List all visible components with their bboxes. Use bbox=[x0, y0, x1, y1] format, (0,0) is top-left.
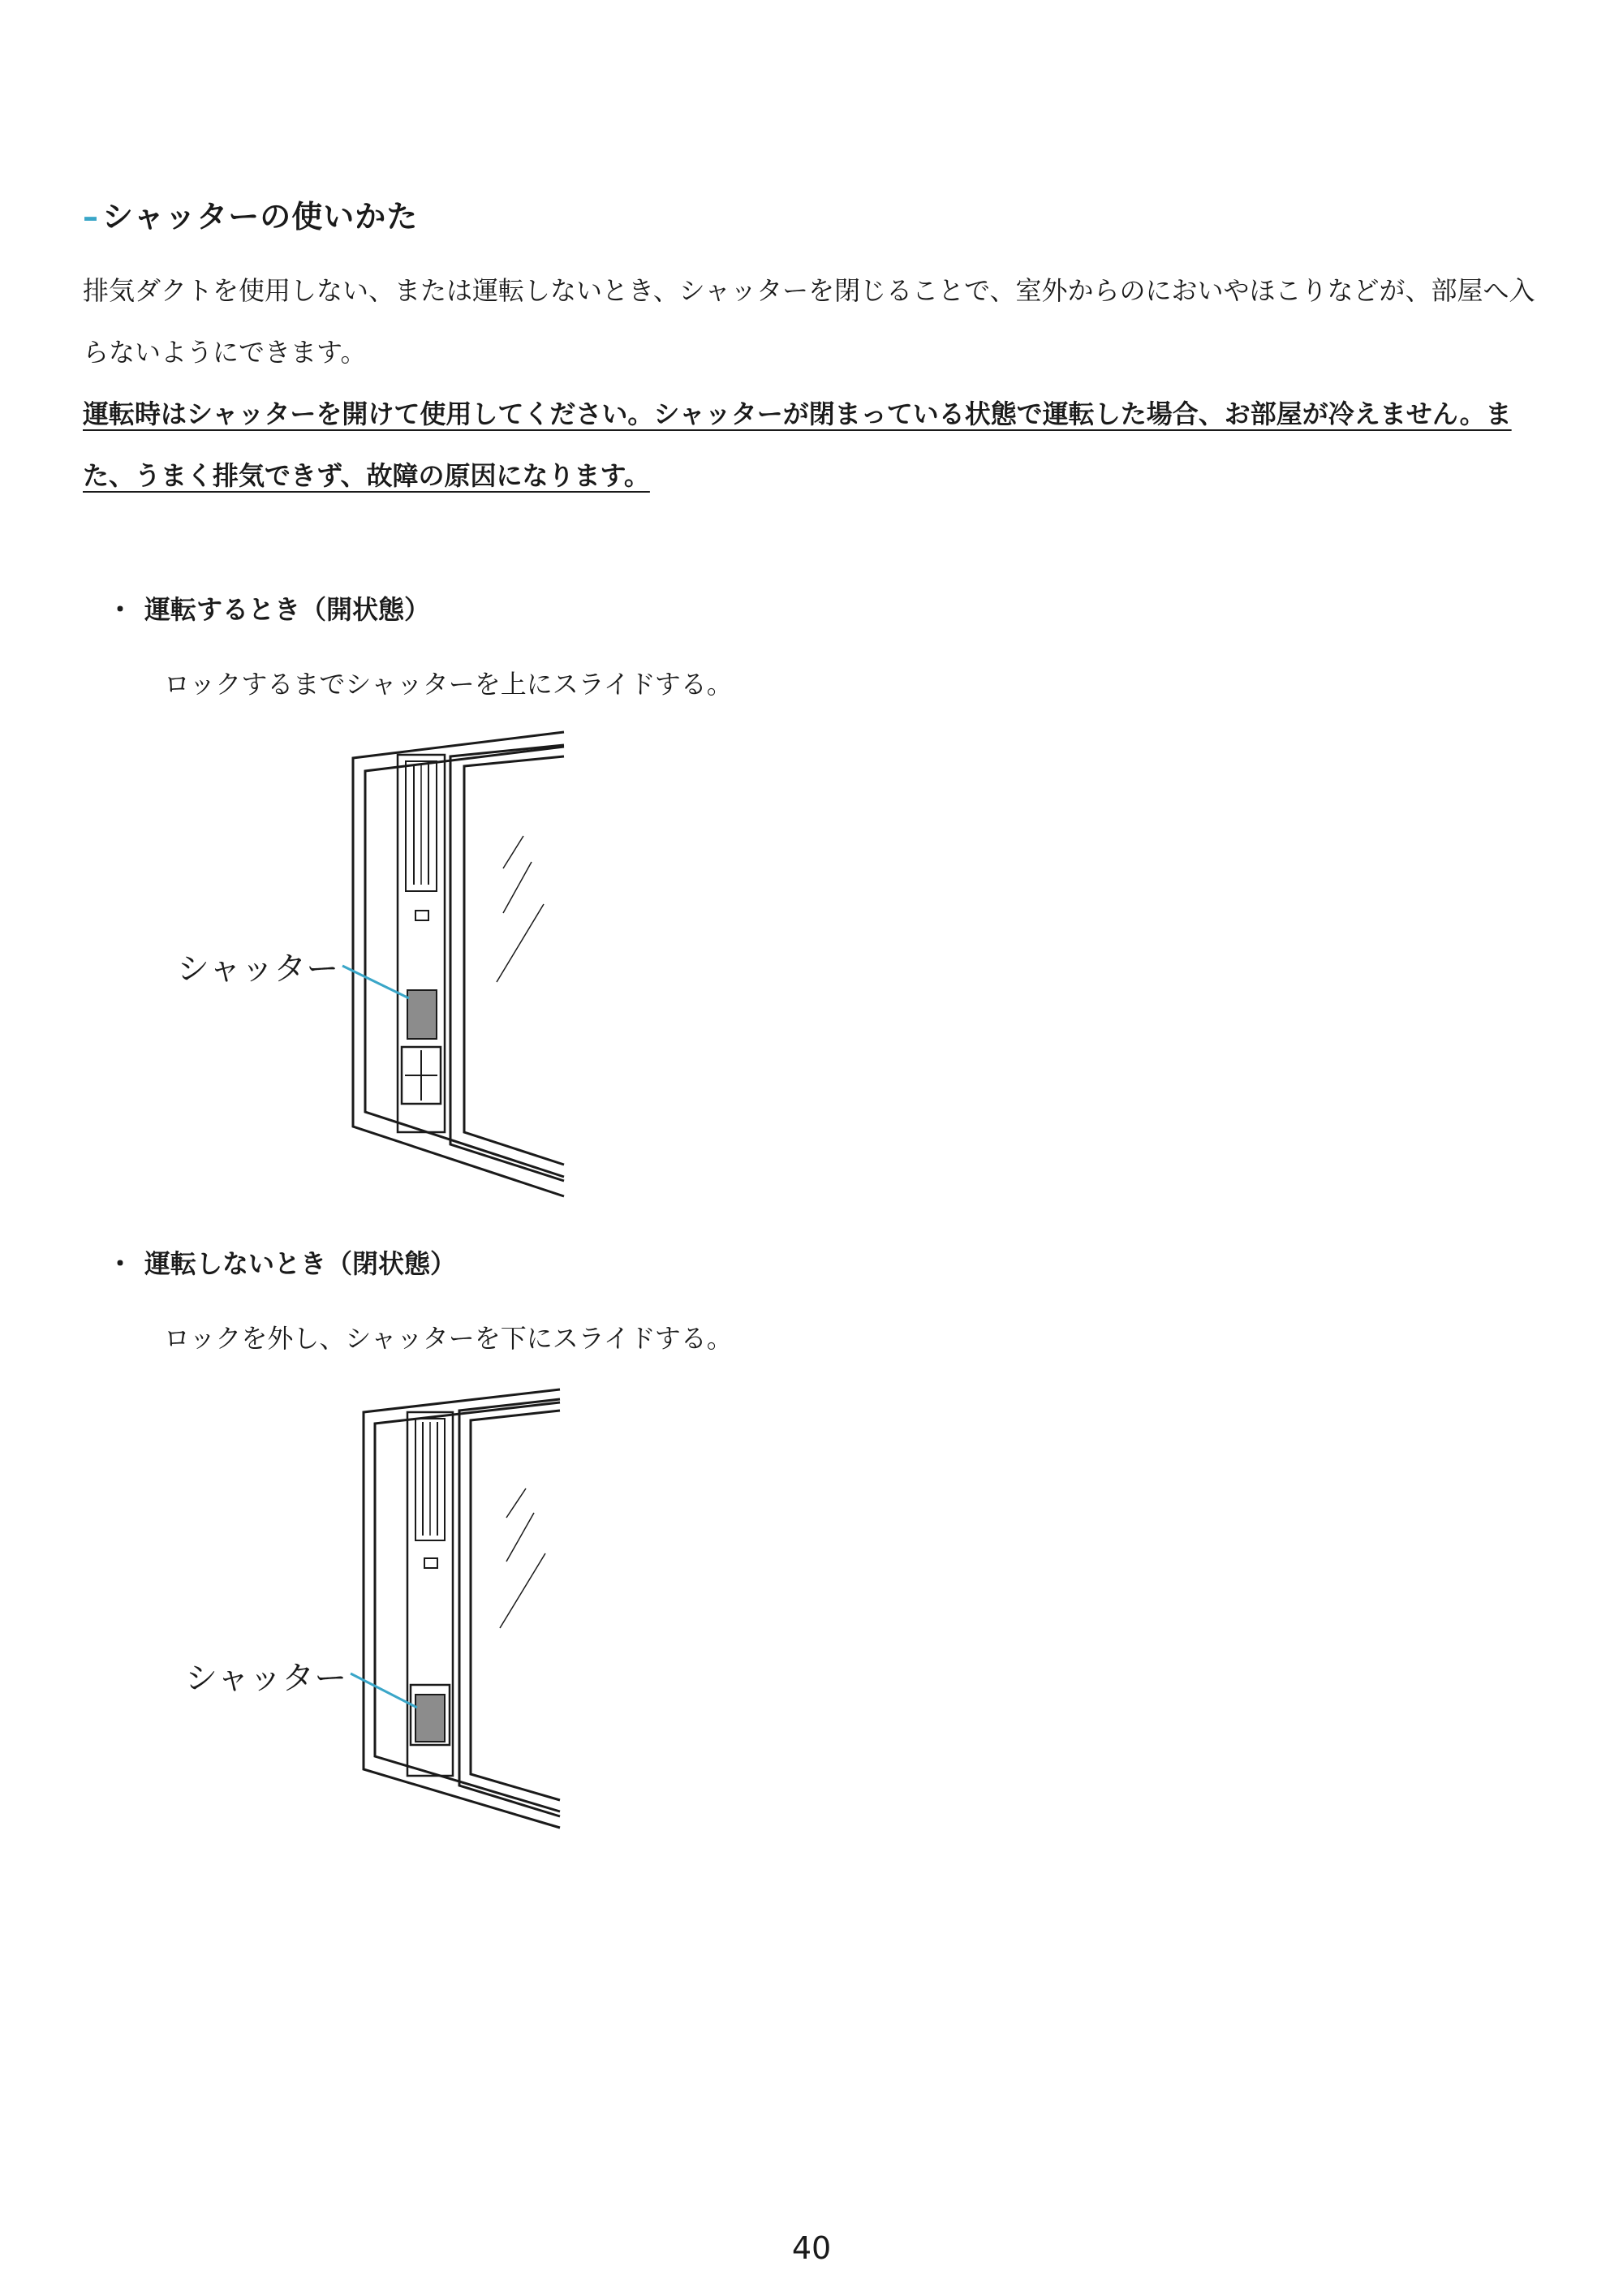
intro-paragraph: 排気ダクトを使用しない、または運転しないとき、シャッターを閉じることで、室外からのにおいやほこりなどが、部屋へ入らないようにできます。 bbox=[83, 275, 1535, 368]
closed-state-label: 運転しないとき（閉状態） bbox=[144, 1248, 457, 1279]
warning-paragraph: 運転時はシャッターを開けて使用してください。シャッターが閉まっている状態で運転した場合、お部屋が冷えません。また、うまく排気できず、故障の原因になります。 bbox=[83, 398, 1512, 491]
shutter-callout-closed: シャッター bbox=[185, 1660, 347, 1697]
section-heading bbox=[83, 192, 418, 236]
closed-state-instruction: ロックを外し、シャッターを下にスライドする。 bbox=[164, 1323, 733, 1354]
page-number: 40 bbox=[791, 2230, 832, 2266]
open-state-instruction: ロックするまでシャッターを上にスライドする。 bbox=[164, 669, 733, 700]
bullet-dot: ・ bbox=[107, 594, 134, 625]
heading-title: シャッターの使いかた bbox=[102, 199, 419, 235]
open-state-heading bbox=[107, 589, 430, 627]
shutter-closed-illustration bbox=[170, 1380, 584, 1834]
bullet-dot: ・ bbox=[107, 1248, 134, 1279]
closed-state-heading bbox=[107, 1243, 456, 1281]
heading-dash: – bbox=[83, 199, 99, 235]
open-state-label: 運転するとき（開状態） bbox=[144, 594, 431, 625]
shutter-callout-open: シャッター bbox=[177, 950, 339, 988]
